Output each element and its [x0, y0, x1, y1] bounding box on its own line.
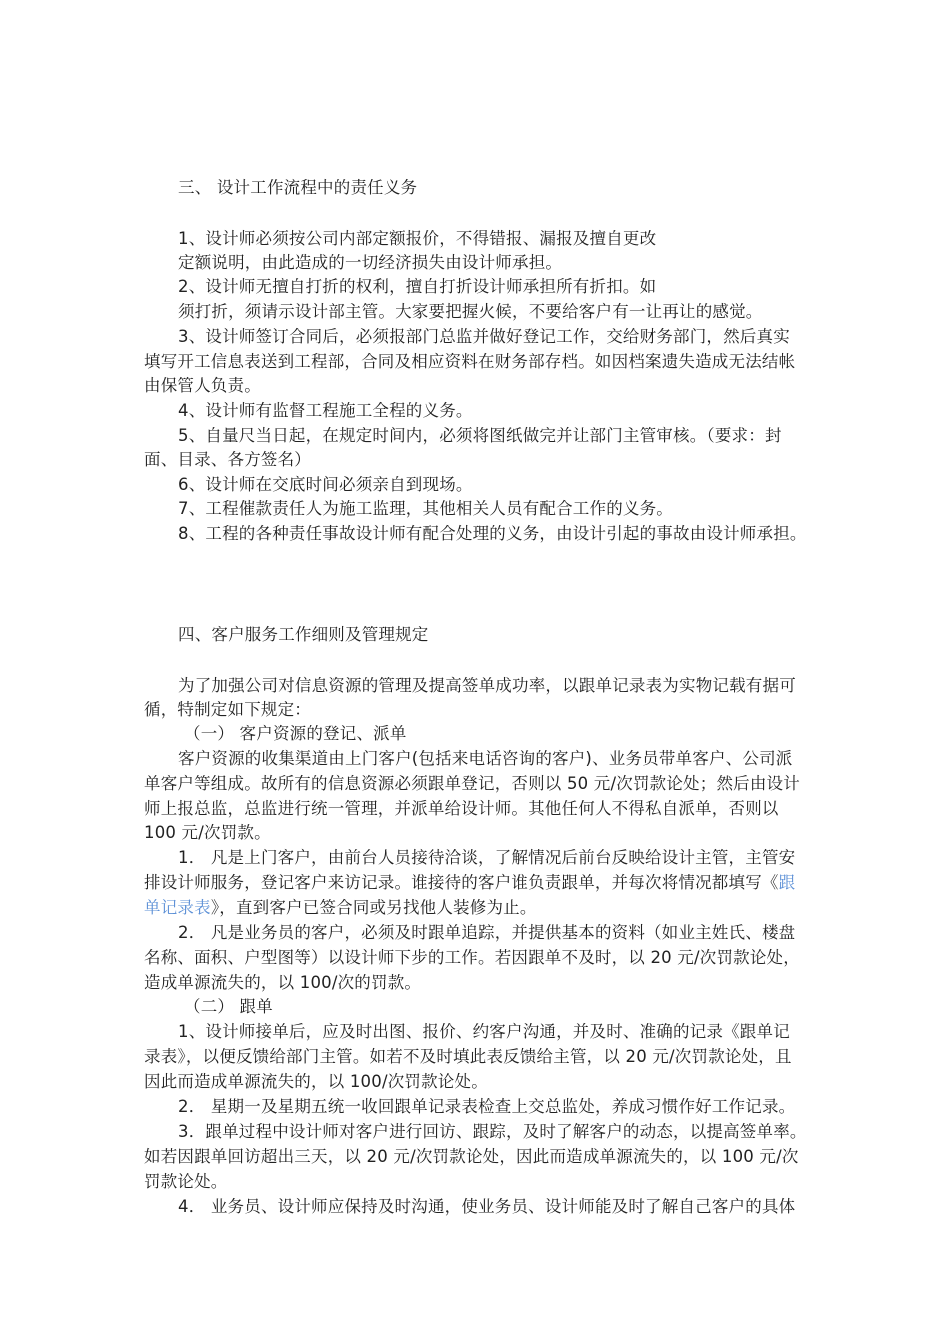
line-text: 》，直到客户已签合同或另找他人装修为止。 — [210, 898, 537, 917]
subsection-heading: （一） 客户资源的登记、派单 — [184, 724, 407, 743]
paragraph-line: 名称、面积、户型图等）以设计师下步的工作。若因跟单不及时，以 20 元/次罚款论处， — [144, 948, 800, 967]
table-link[interactable]: 跟 — [778, 873, 796, 892]
paragraph-line: 定额说明，由此造成的一切经济损失由设计师承担。 — [178, 253, 563, 272]
paragraph-line: 2． 星期一及星期五统一收回跟单记录表检查上交总监处，养成习惯作好工作记录。 — [178, 1097, 796, 1116]
paragraph-line: 6、设计师在交底时间必须亲自到现场。 — [178, 475, 473, 494]
paragraph-line: 5、自量尺当日起，在规定时间内，必须将图纸做完并让部门主管审核。（要求：封 — [178, 426, 782, 445]
paragraph-line: 须打折，须请示设计部主管。大家要把握火候，不要给客户有一让再让的感觉。 — [178, 302, 763, 321]
paragraph-line: 面、目录、各方签名） — [144, 450, 311, 469]
paragraph-line: 8、工程的各种责任事故设计师有配合处理的义务，由设计引起的事故由设计师承担。 — [178, 524, 807, 543]
paragraph-line: 2、设计师无擅自打折的权利，擅自打折设计师承担所有折扣。如 — [178, 277, 657, 296]
paragraph-line: 因此而造成单源流失的，以 100/次罚款论处。 — [144, 1072, 488, 1091]
section-heading: 四、客户服务工作细则及管理规定 — [178, 625, 429, 644]
paragraph-line: 填写开工信息表送到工程部，合同及相应资料在财务部存档。如因档案遗失造成无法结帐 — [144, 352, 796, 371]
paragraph-line: 为了加强公司对信息资源的管理及提高签单成功率，以跟单记录表为实物记载有据可 — [178, 676, 796, 695]
paragraph-line: 3、设计师签订合同后，必须报部门总监并做好登记工作，交给财务部门，然后真实 — [178, 327, 790, 346]
paragraph-line: 4． 业务员、设计师应保持及时沟通，使业务员、设计师能及时了解自己客户的具体 — [178, 1197, 796, 1216]
paragraph-line — [144, 871, 795, 895]
paragraph-line: 录表》，以便反馈给部门主管。如若不及时填此表反馈给主管，以 20 元/次罚款论处，且 — [144, 1047, 792, 1066]
paragraph-line: 由保管人负责。 — [144, 376, 261, 395]
paragraph-line: 客户资源的收集渠道由上门客户(包括来电话咨询的客户)、业务员带单客户、公司派 — [178, 749, 793, 768]
paragraph-line: 造成单源流失的，以 100/次的罚款。 — [144, 973, 422, 992]
paragraph-line: 7、工程催款责任人为施工监理，其他相关人员有配合工作的义务。 — [178, 499, 673, 518]
paragraph-line: 1、设计师必须按公司内部定额报价，不得错报、漏报及擅自更改 — [178, 229, 657, 248]
paragraph-line: 1、设计师接单后，应及时出图、报价、约客户沟通，并及时、准确的记录《跟单记 — [178, 1022, 790, 1041]
paragraph-line: 如若因跟单回访超出三天，以 20 元/次罚款论处，因此而造成单源流失的，以 100 元/次 — [144, 1147, 799, 1166]
paragraph-line: 4、设计师有监督工程施工全程的义务。 — [178, 401, 473, 420]
paragraph-line: 罚款论处。 — [144, 1172, 228, 1191]
paragraph-line: 师上报总监，总监进行统一管理，并派单给设计师。其他任何人不得私自派单，否则以 — [144, 799, 779, 818]
paragraph-line: 单客户等组成。故所有的信息资源必须跟单登记，否则以 50 元/次罚款论处；然后由设计 — [144, 774, 800, 793]
paragraph-line: 100 元/次罚款。 — [144, 823, 271, 842]
paragraph-line: 2． 凡是业务员的客户，必须及时跟单追踪，并提供基本的资料（如业主姓氏、楼盘 — [178, 923, 796, 942]
table-link[interactable]: 单记录表 — [144, 898, 211, 917]
section-heading: 三、 设计工作流程中的责任义务 — [178, 178, 418, 197]
paragraph-line: 1． 凡是上门客户，由前台人员接待洽谈，了解情况后前台反映给设计主管，主管安 — [178, 848, 796, 867]
line-text: 排设计师服务，登记客户来访记录。谁接待的客户谁负责跟单，并每次将情况都填写《 — [144, 873, 779, 892]
paragraph-line: 3．跟单过程中设计师对客户进行回访、跟踪，及时了解客户的动态，以提高签单率。 — [178, 1122, 807, 1141]
paragraph-line — [144, 896, 537, 920]
paragraph-line: 循，特制定如下规定： — [144, 700, 311, 719]
subsection-heading: （二） 跟单 — [184, 997, 273, 1016]
